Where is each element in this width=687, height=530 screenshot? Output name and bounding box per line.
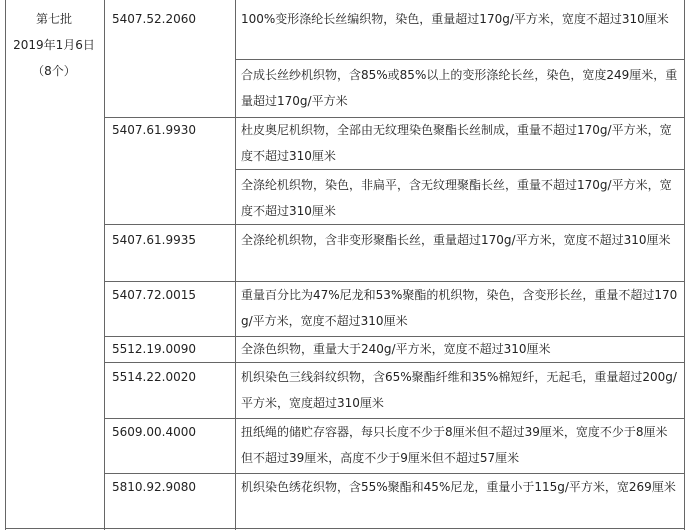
- hs-code: 5407.52.2060: [112, 12, 196, 26]
- table-border-right: [684, 0, 685, 530]
- product-description: 全涤纶机织物，染色，非扁平，含无纹理聚酯长丝，重量不超过170g/平方米，宽度不超过310厘米: [241, 178, 672, 218]
- row-divider: [104, 362, 685, 363]
- row-divider: [5, 528, 685, 529]
- product-description: 机织染色三线斜纹织物，含65%聚酯纤维和35%棉短纤，无起毛，重量超过200g/平方米，宽度超过310厘米: [241, 370, 677, 410]
- row-divider: [104, 224, 685, 225]
- product-description: 机织染色绣花织物，含55%聚酯和45%尼龙，重量小于115g/平方米，宽269厘米: [241, 480, 676, 494]
- column-divider-batch: [104, 0, 105, 530]
- product-description: 全涤色织物，重量大于240g/平方米，宽度不超过310厘米: [241, 342, 551, 356]
- hs-code: 5609.00.4000: [112, 425, 196, 439]
- column-divider-code: [235, 0, 236, 530]
- product-description: 扭纸绳的储贮存容器，每只长度不少于8厘米但不超过39厘米，宽度不少于8厘米但不超过39厘米，高度不少于9厘米但不超过57厘米: [241, 425, 668, 465]
- subrow-divider: [235, 59, 685, 60]
- batch-date: 2019年1月6日: [13, 38, 95, 52]
- batch-cell: [10, 6, 98, 84]
- product-description: 杜皮奥尼机织物，全部由无纹理染色聚酯长丝制成，重量不超过170g/平方米，宽度不超过310厘米: [241, 123, 672, 163]
- product-description: 重量百分比为47%尼龙和53%聚酯的机织物，染色，含变形长丝，重量不超过170g/平方米，宽度不超过310厘米: [241, 288, 678, 328]
- hs-code: 5407.61.9935: [112, 233, 196, 247]
- table-border-left: [5, 0, 6, 530]
- product-description: 全涤纶机织物，含非变形聚酯长丝，重量超过170g/平方米，宽度不超过310厘米: [241, 233, 671, 247]
- hs-code: 5407.61.9930: [112, 123, 196, 137]
- hs-code: 5810.92.9080: [112, 480, 196, 494]
- subrow-divider: [235, 169, 685, 170]
- batch-name: 第七批: [35, 12, 72, 26]
- hs-code: 5514.22.0020: [112, 370, 196, 384]
- hs-code: 5512.19.0090: [112, 342, 196, 356]
- hs-code: 5407.72.0015: [112, 288, 196, 302]
- product-description: 100%变形涤纶长丝编织物，染色，重量超过170g/平方米，宽度不超过310厘米: [241, 12, 669, 26]
- batch-count: （8个）: [32, 64, 76, 78]
- product-description: 合成长丝纱机织物，含85%或85%以上的变形涤纶长丝，染色，宽度249厘米，重量超过170g/平方米: [241, 68, 678, 108]
